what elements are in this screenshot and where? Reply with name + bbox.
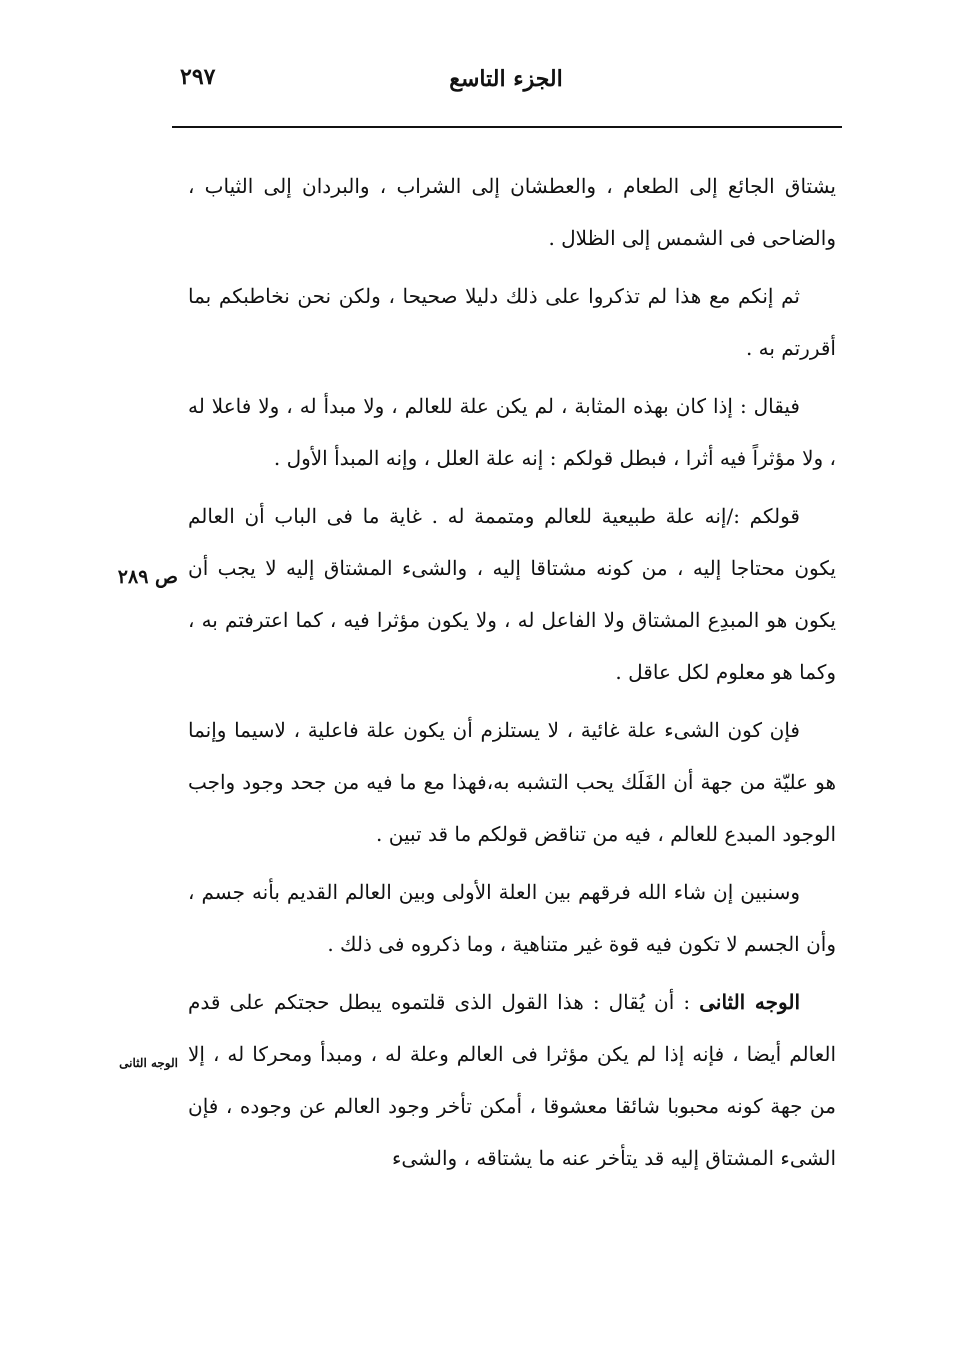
paragraph-7 [188, 976, 836, 1184]
body-text [188, 160, 836, 1190]
paragraph-lead-heading: الوجه الثانى [699, 990, 800, 1014]
paragraph-3: فيقال : إذا كان بهذه المثابة ، لم يكن علة للعالم ، ولا مبدأ له ، ولا فاعلا له ، ولا مؤثراً فيه أثرا ، فبطل قولكم : إنه علة العلل ، وإنه المبدأ الأول . [188, 394, 836, 470]
paragraph-2: ثم إنكم مع هذا لم تذكروا على ذلك دليلا صحيحا ، ولكن نحن نخاطبكم بما أقررتم به . [188, 284, 836, 360]
paragraph-6: وسنبين إن شاء الله فرقهم بين العلة الأولى وبين العالم القديم بأنه جسم ، وأن الجسم لا تكون فيه قوة غير متناهية ، وما ذكروه فى ذلك . [188, 880, 836, 956]
paragraph-4: قولكم :/إنه علة طبيعية للعالم ومتممة له . غاية ما فى الباب أن العالم يكون محتاجا إليه ، من كونه مشتاقا إليه ، والشىء المشتاق إليه لا يجب أن يكون هو المبدِع المشتاق ولا الفاعل له ، ولا يكون مؤثرا فيه ، كما اعترفتم به ، وكما هو معلوم لكل عاقل . [188, 504, 836, 684]
margin-page-reference: ص ٢٨٩ [117, 566, 178, 588]
margin-note-second-aspect: الوجه الثانى [119, 1056, 178, 1070]
running-title: الجزء التاسع [449, 66, 563, 92]
page-header [170, 62, 842, 114]
paragraph-7-text: : أن يُقال : هذا القول الذى قلتموه يبطل حجتكم على قدم العالم أيضا ، فإنه إذا لم يكن مؤثرا فى العالم وعلة له ، ومبدأ ومحركا له ، إلا من جهة كونه محبوبا شائقا معشوقا ، أمكن تأخر وجود العالم عن وجوده ، فإن الشىء المشتاق إليه قد يتأخر عنه ما يشتاقه ، والشىء [188, 990, 837, 1170]
header-rule [172, 126, 842, 128]
paragraph-5: فإن كون الشىء علة غائية ، لا يستلزم أن يكون علة فاعلية ، لاسيما وإنما هو عليّة من جهة أن الفَلَك يحب التشبه به،فهذا مع ما فيه من جحد وجود واجب الوجود المبدع للعالم ، فيه من تناقض قولكم ما قد تبين . [188, 718, 836, 846]
page-number: ٢٩٧ [180, 64, 216, 90]
paragraph-1: يشتاق الجائع إلى الطعام ، والعطشان إلى الشراب ، والبردان إلى الثياب ، والضاحى فى الشمس إلى الظلال . [188, 174, 836, 250]
